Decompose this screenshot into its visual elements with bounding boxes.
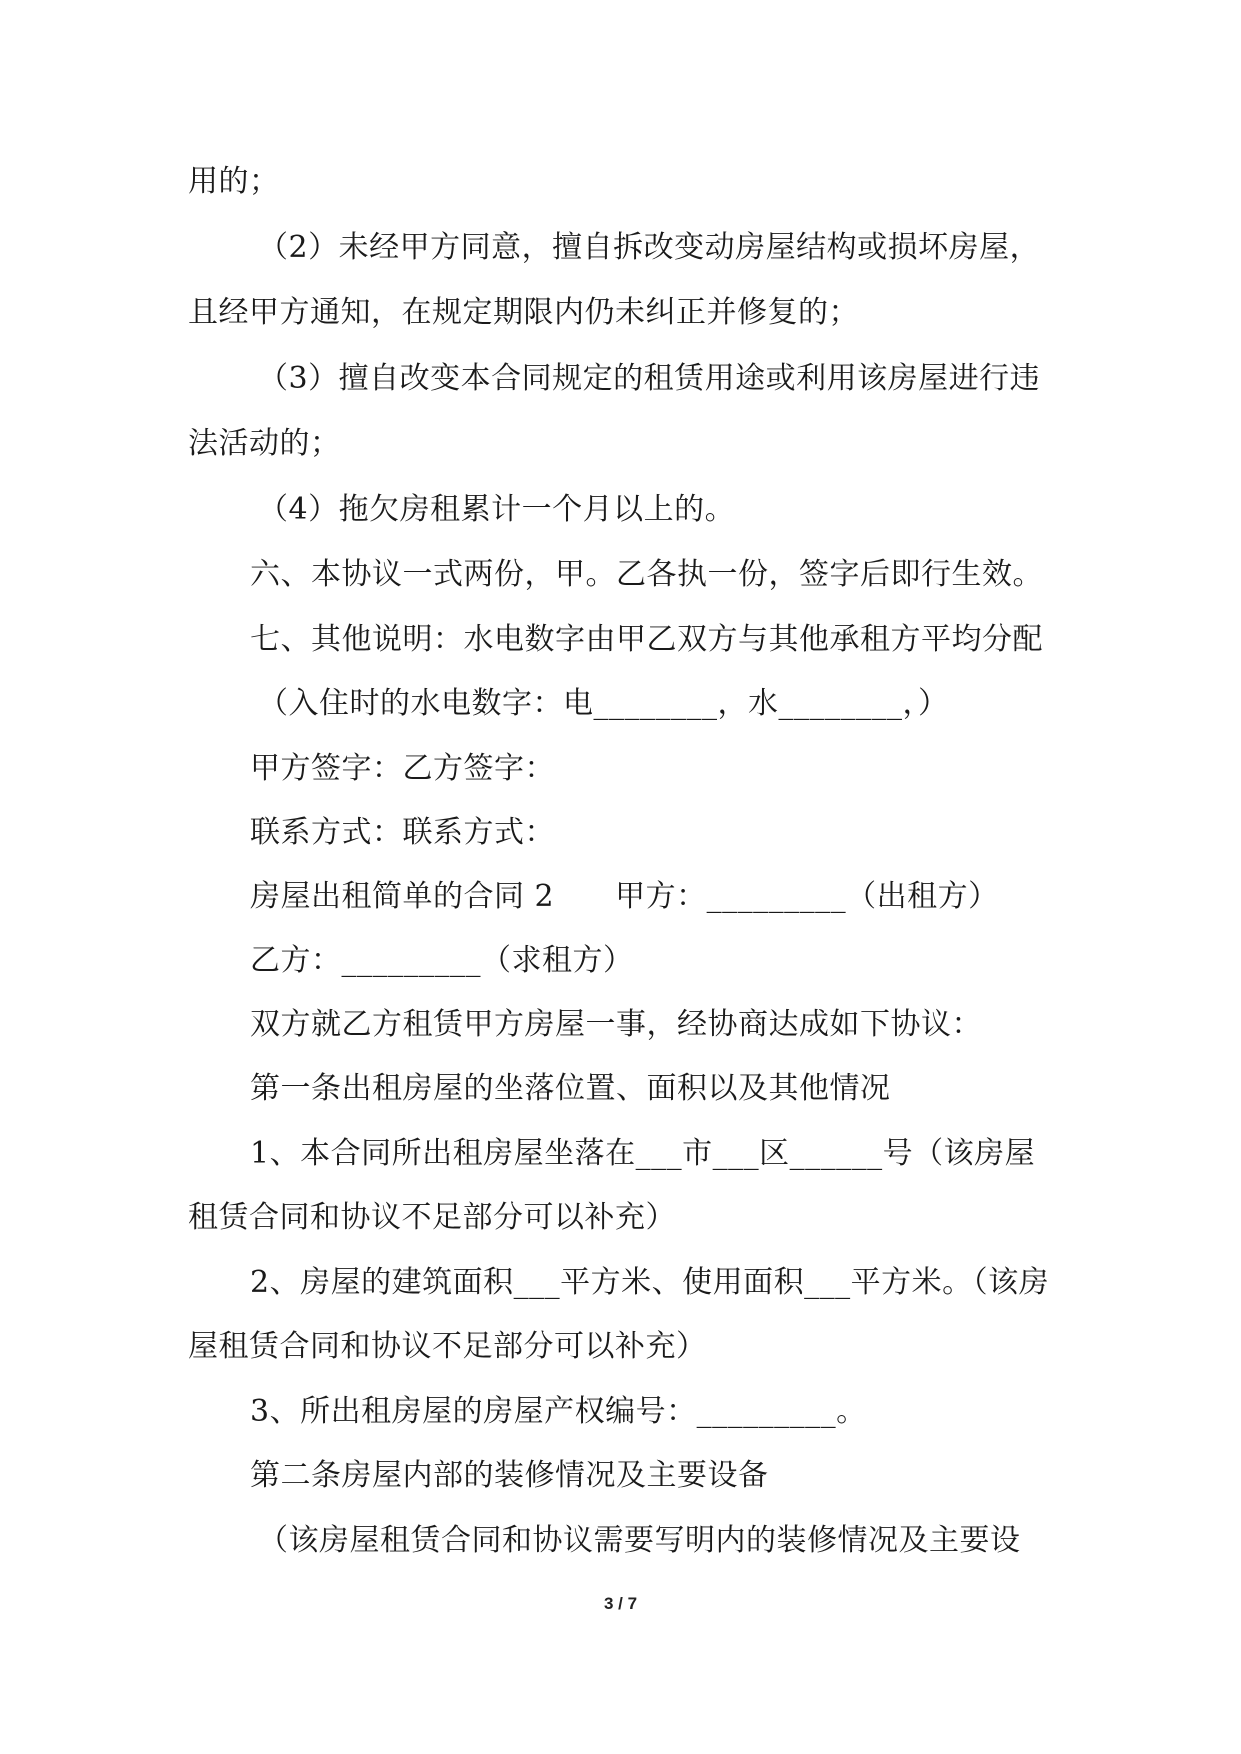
text-line: 法活动的； bbox=[188, 426, 341, 461]
text-line: 六、本协议一式两份，甲。乙各执一份，签字后即行生效。 bbox=[250, 557, 1043, 592]
text-line: 七、其他说明：水电数字由甲乙双方与其他承租方平均分配 bbox=[250, 622, 1043, 657]
text-line: 1、本合同所出租房屋坐落在___市___区______号（该房屋 bbox=[250, 1136, 1036, 1171]
text-line: （入住时的水电数字：电________，水________，） bbox=[258, 686, 949, 721]
page-number: 3 / 7 bbox=[603, 1594, 638, 1613]
text-line: 且经甲方通知，在规定期限内仍未纠正并修复的； bbox=[188, 295, 859, 330]
text-line: （该房屋租赁合同和协议需要写明内的装修情况及主要设 bbox=[258, 1523, 1021, 1558]
text-line: 乙方：_________（求租方） bbox=[250, 943, 634, 978]
text-line: （2）未经甲方同意，擅自拆改变动房屋结构或损坏房屋， bbox=[258, 230, 1041, 265]
text-line: 联系方式：联系方式： bbox=[250, 815, 555, 850]
text-line: 租赁合同和协议不足部分可以补充） bbox=[188, 1200, 676, 1235]
text-line: 2、房屋的建筑面积___平方米、使用面积___平方米。（该房 bbox=[250, 1265, 1050, 1300]
text-line: 房屋出租简单的合同 2 甲方：_________（出租方） bbox=[250, 879, 999, 914]
text-line: 甲方签字：乙方签字： bbox=[250, 751, 555, 786]
text-line: 用的； bbox=[188, 164, 280, 199]
text-line: 第二条房屋内部的装修情况及主要设备 bbox=[250, 1458, 769, 1493]
text-line: 3、所出租房屋的房屋产权编号：_________。 bbox=[250, 1394, 867, 1429]
text-line: 双方就乙方租赁甲方房屋一事，经协商达成如下协议： bbox=[250, 1007, 982, 1042]
text-line: （4）拖欠房租累计一个月以上的。 bbox=[258, 492, 736, 527]
text-line: 第一条出租房屋的坐落位置、面积以及其他情况 bbox=[250, 1071, 891, 1106]
text-line: 屋租赁合同和协议不足部分可以补充） bbox=[188, 1329, 707, 1364]
text-line: （3）擅自改变本合同规定的租赁用途或利用该房屋进行违 bbox=[258, 361, 1041, 396]
